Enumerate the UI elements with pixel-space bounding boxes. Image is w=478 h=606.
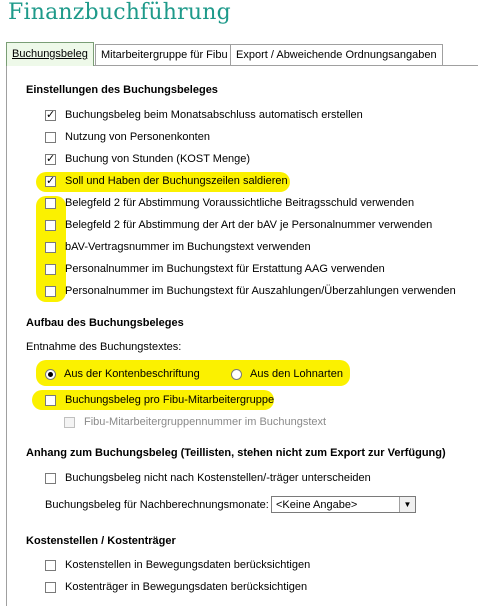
option-per-mitarbeitergruppe[interactable]: Buchungsbeleg pro Fibu-Mitarbeitergruppe bbox=[45, 394, 274, 406]
checkbox[interactable] bbox=[45, 286, 56, 297]
option-auto-create[interactable]: ✓ Buchungsbeleg beim Monatsabschluss automatisch erstellen bbox=[45, 109, 363, 121]
radio-button[interactable] bbox=[231, 369, 242, 380]
page-title: Finanzbuchführung bbox=[8, 0, 231, 25]
checkbox[interactable] bbox=[45, 582, 56, 593]
chevron-down-icon[interactable]: ▼ bbox=[399, 497, 415, 512]
source-label: Entnahme des Buchungstextes: bbox=[26, 341, 182, 353]
option-personenkonten[interactable]: Nutzung von Personenkonten bbox=[45, 131, 210, 143]
tab-buchungsbeleg[interactable]: Buchungsbeleg bbox=[6, 42, 94, 66]
radio-kontenbeschriftung[interactable]: Aus der Kontenbeschriftung bbox=[45, 368, 200, 380]
radio-lohnarten[interactable]: Aus den Lohnarten bbox=[231, 368, 343, 380]
section-header-structure: Aufbau des Buchungsbeleges bbox=[26, 317, 184, 329]
checkbox[interactable] bbox=[45, 220, 56, 231]
option-kostentraeger[interactable]: Kostenträger in Bewegungsdaten berücksichtigen bbox=[45, 581, 307, 593]
checkbox[interactable] bbox=[45, 473, 56, 484]
option-belegfeld-bav[interactable]: Belegfeld 2 für Abstimmung der Art der bAV je Personalnummer verwenden bbox=[45, 219, 432, 231]
checkbox[interactable] bbox=[45, 198, 56, 209]
checkbox[interactable] bbox=[45, 154, 56, 165]
tab-panel bbox=[6, 65, 478, 606]
checkbox[interactable] bbox=[45, 395, 56, 406]
option-belegfeld-beitragsschuld[interactable]: Belegfeld 2 für Abstimmung Voraussichtliche Beitragsschuld verwenden bbox=[45, 197, 414, 209]
option-no-distinction[interactable]: Buchungsbeleg nicht nach Kostenstellen/-träger unterscheiden bbox=[45, 472, 371, 484]
radio-button[interactable] bbox=[45, 369, 56, 380]
section-header-settings: Einstellungen des Buchungsbeleges bbox=[26, 84, 218, 96]
option-personalnummer-aag[interactable]: Personalnummer im Buchungstext für Erstattung AAG verwenden bbox=[45, 263, 385, 275]
checkbox[interactable] bbox=[45, 242, 56, 253]
option-kostenstellen[interactable]: Kostenstellen in Bewegungsdaten berücksichtigen bbox=[45, 559, 310, 571]
tab-mitarbeitergruppe[interactable]: Mitarbeitergruppe für Fibu bbox=[95, 44, 234, 65]
checkbox[interactable] bbox=[45, 264, 56, 275]
checkbox[interactable] bbox=[45, 110, 56, 121]
recalc-label: Buchungsbeleg für Nachberechnungsmonate: bbox=[45, 499, 269, 511]
option-personalnummer-auszahlungen[interactable]: Personalnummer im Buchungstext für Auszahlungen/Überzahlungen verwenden bbox=[45, 285, 456, 297]
option-stunden[interactable]: ✓ Buchung von Stunden (KOST Menge) bbox=[45, 153, 250, 165]
option-bav-vertragsnummer[interactable]: bAV-Vertragsnummer im Buchungstext verwenden bbox=[45, 241, 311, 253]
section-header-cost: Kostenstellen / Kostenträger bbox=[26, 535, 176, 547]
checkbox[interactable] bbox=[64, 417, 75, 428]
checkbox[interactable] bbox=[45, 176, 56, 187]
checkbox[interactable] bbox=[45, 132, 56, 143]
tab-export[interactable]: Export / Abweichende Ordnungsangaben bbox=[230, 44, 443, 65]
recalc-select[interactable]: <Keine Angabe> ▼ bbox=[271, 496, 416, 513]
option-gruppennummer[interactable]: Fibu-Mitarbeitergruppennummer im Buchungstext bbox=[64, 416, 326, 428]
option-saldieren[interactable]: ✓ Soll und Haben der Buchungszeilen saldieren bbox=[45, 175, 288, 187]
checkbox[interactable] bbox=[45, 560, 56, 571]
section-header-attachment: Anhang zum Buchungsbeleg (Teillisten, stehen nicht zum Export zur Verfügung) bbox=[26, 447, 446, 459]
